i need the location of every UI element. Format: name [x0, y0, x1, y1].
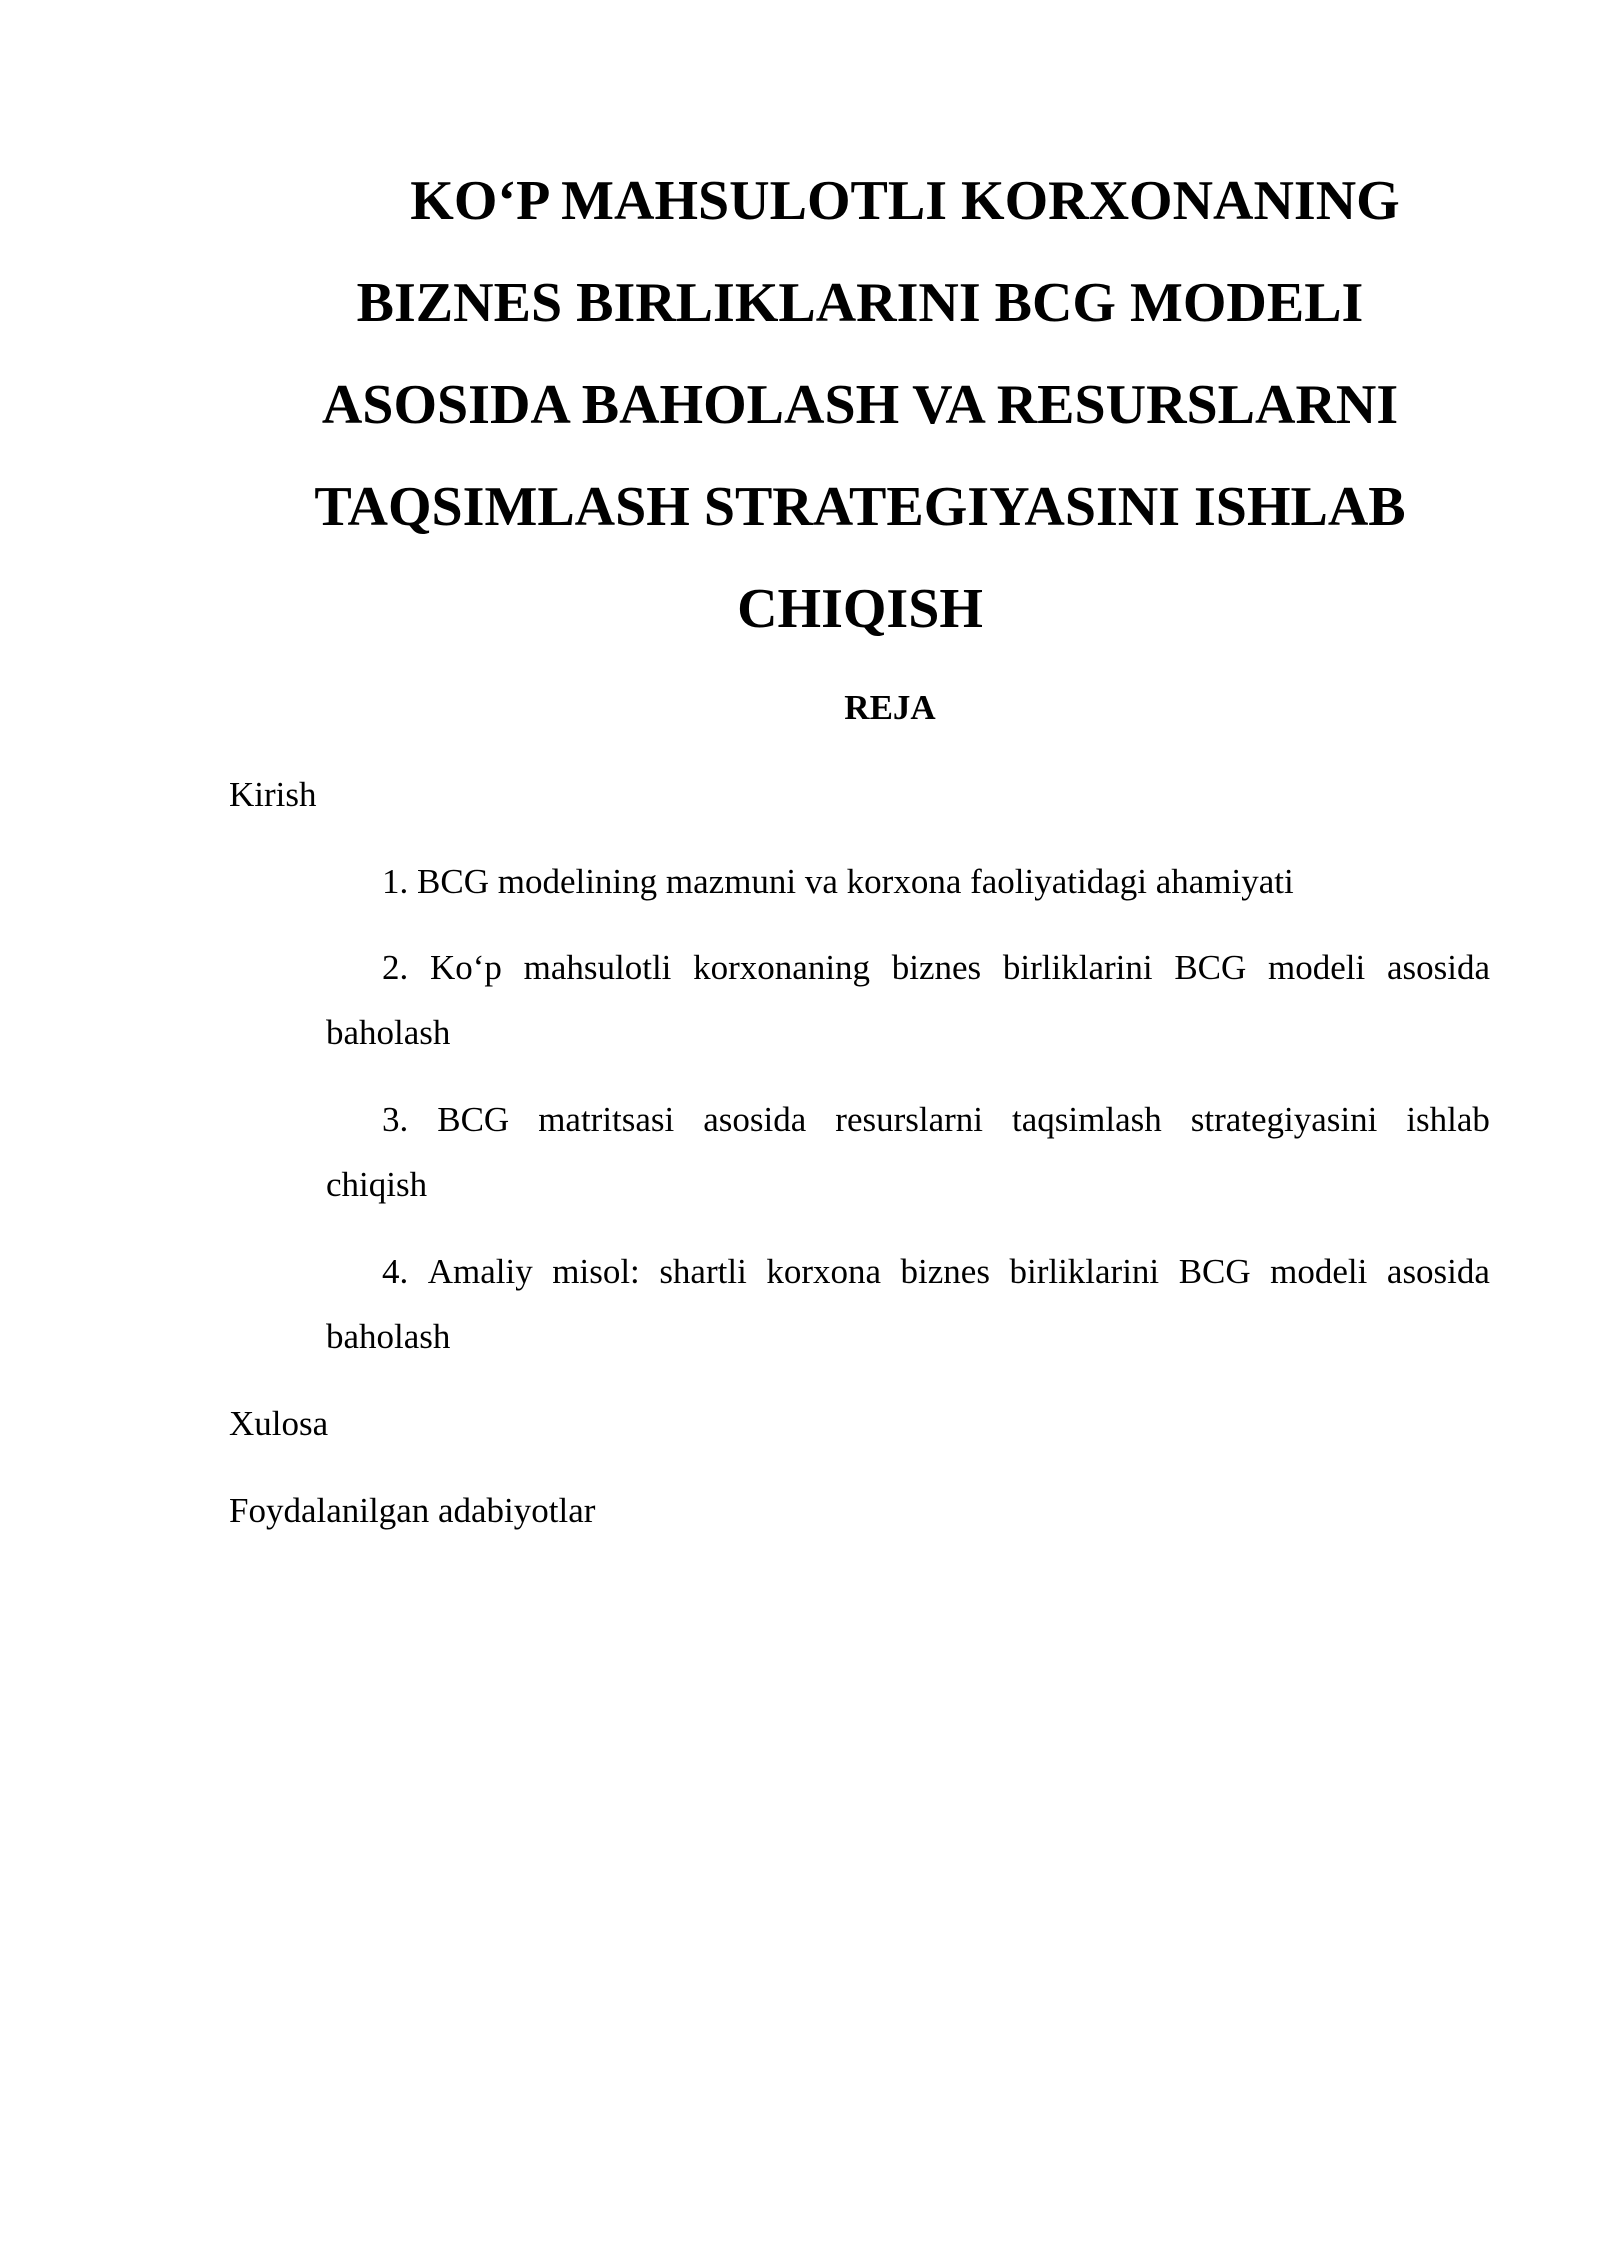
plan-heading: REJA — [844, 688, 936, 727]
plan-item-word: korxona — [766, 1252, 882, 1291]
plan-item-word: 4. — [382, 1252, 409, 1291]
plan-item-2 — [382, 948, 1490, 988]
plan-item-4 — [382, 1252, 1490, 1292]
section-conclusion: Xulosa — [229, 1404, 329, 1443]
plan-item-word: asosida — [1386, 948, 1490, 987]
plan-item-word: asosida — [703, 1100, 807, 1139]
plan-item-word: 3. — [382, 1100, 409, 1139]
plan-item-word: taqsimlash — [1012, 1100, 1162, 1139]
plan-item-word: biznes — [900, 1252, 990, 1291]
section-references: Foydalanilgan adabiyotlar — [229, 1491, 596, 1530]
plan-item-word: BCG — [1174, 948, 1247, 987]
plan-item-1 — [382, 862, 1294, 902]
plan-item-word: Ko‘p — [429, 948, 502, 987]
title-line: TAQSIMLASH STRATEGIYASINI ISHLAB — [314, 476, 1406, 538]
plan-item-word: BCG — [437, 1100, 510, 1139]
title-line: KO‘P MAHSULOTLI KORXONANING — [410, 170, 1400, 232]
plan-item-word: BCG — [1178, 1252, 1251, 1291]
plan-item-4-continuation: baholash — [326, 1317, 451, 1356]
plan-item-word: korxonaning — [693, 948, 871, 987]
plan-item-word: shartli — [659, 1252, 747, 1291]
title-line: BIZNES BIRLIKLARINI BCG MODELI — [356, 272, 1364, 334]
plan-item-word: biznes — [891, 948, 982, 987]
title-line: ASOSIDA BAHOLASH VA RESURSLARNI — [321, 374, 1399, 436]
plan-item-word: Amaliy — [427, 1252, 533, 1291]
plan-item-word: resurslarni — [835, 1100, 984, 1139]
plan-item-word: asosida — [1386, 1252, 1490, 1291]
document-title — [250, 150, 1470, 660]
plan-item-word: ishlab — [1406, 1100, 1490, 1139]
section-introduction: Kirish — [229, 775, 317, 814]
plan-item-word: matritsasi — [538, 1100, 675, 1139]
plan-item-word: modeli — [1268, 948, 1366, 987]
plan-item-word: birliklarini — [1002, 948, 1153, 987]
plan-item-word: modeli — [1270, 1252, 1368, 1291]
plan-item-word: 2. — [382, 948, 409, 987]
plan-item-2-continuation: baholash — [326, 1013, 451, 1052]
plan-item-3 — [382, 1100, 1490, 1140]
plan-item-word: misol: — [552, 1252, 640, 1291]
plan-item-3-continuation: chiqish — [326, 1165, 428, 1204]
plan-item-word: birliklarini — [1009, 1252, 1160, 1291]
plan-item-text: BCG modelining mazmuni va korxona faoliyatidagi ahamiyati — [417, 862, 1294, 901]
title-line: CHIQISH — [737, 578, 983, 640]
plan-item-word: strategiyasini — [1190, 1100, 1378, 1139]
plan-item-number: 1. — [382, 862, 409, 901]
plan-item-word: mahsulotli — [523, 948, 672, 987]
